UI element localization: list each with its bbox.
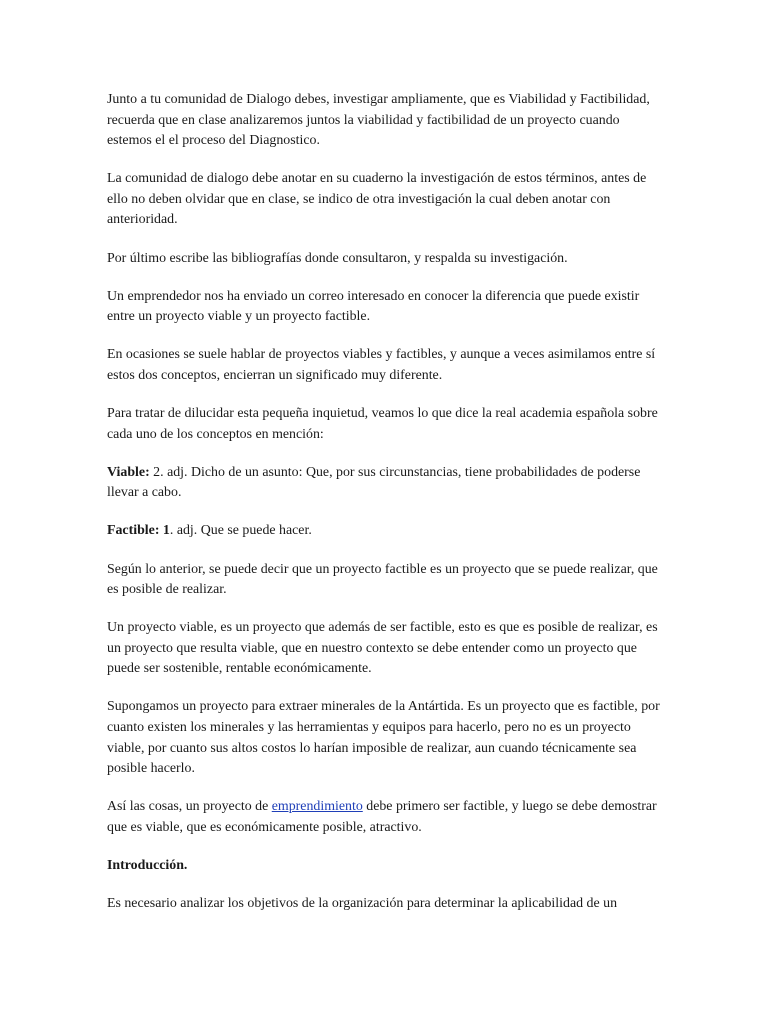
paragraph-notebook: La comunidad de dialogo debe anotar en su cuaderno la investigación de estos términos, antes de ello no deben olvidar que en clase, se indico de otra investigación la cual deben anotar con anterioridad. xyxy=(107,171,647,228)
definition-factible-text: . adj. Que se puede hacer. xyxy=(169,523,312,539)
definition-viable xyxy=(107,463,663,504)
section-heading-introduccion: Introducción. xyxy=(107,858,188,874)
document-page xyxy=(107,90,663,932)
emprendimiento-link[interactable]: emprendimiento xyxy=(271,799,363,815)
paragraph-antartida: Supongamos un proyecto para extraer minerales de la Antártida. Es un proyecto que es factible, por cuanto existen los minerales y las herramientas y equipos para hacerlo, pero no es un proyecto viable, por cuanto sus altos costos lo harían imposible de realizar, aun cuando técnicamente sea posible hacerlo. xyxy=(107,699,660,777)
definition-factible xyxy=(107,521,663,542)
paragraph-entrepreneur: Un emprendedor nos ha enviado un correo interesado en conocer la diferencia que puede existir entre un proyecto viable y un proyecto factible. xyxy=(107,288,640,325)
definition-viable-text: 2. adj. Dicho de un asunto: Que, por sus circunstancias, tiene probabilidades de poderse llevar a cabo. xyxy=(107,464,641,501)
paragraph-concepts: En ocasiones se suele hablar de proyectos viables y factibles, y aunque a veces asimilamos entre sí estos dos conceptos, encierran un significado muy diferente. xyxy=(107,347,656,383)
paragraph-intro: Junto a tu comunidad de Dialogo debes, investigar ampliamente, que es Viabilidad y Factibilidad, recuerda que en clase analizaremos juntos la viabilidad y factibilidad de un proyecto cuando estemos el el proceso del Diagnostico. xyxy=(107,92,650,149)
paragraph-last: Es necesario analizar los objetivos de la organización para determinar la aplicabilidad de un xyxy=(107,896,618,912)
link-paragraph-after: debe primero ser factible, y luego se debe demostrar que es viable, que es económicamente posible, atractivo. xyxy=(107,799,657,835)
link-paragraph-before: Así las cosas, un proyecto de xyxy=(107,799,272,815)
paragraph-viable: Un proyecto viable, es un proyecto que además de ser factible, esto es que es posible de realizar, es un proyecto que resulta viable, que en nuestro contexto se debe entender como un proyecto que puede ser sostenible, rentable económicamente. xyxy=(107,620,658,677)
paragraph-factible: Según lo anterior, se puede decir que un proyecto factible es un proyecto que se puede realizar, que es posible de realizar. xyxy=(107,561,658,598)
definition-factible-term: Factible: 1 xyxy=(107,523,170,539)
paragraph-bibliography: Por último escribe las bibliografías donde consultaron, y respalda su investigación. xyxy=(107,250,568,266)
paragraph-emprendimiento xyxy=(107,797,663,838)
paragraph-rae: Para tratar de dilucidar esta pequeña inquietud, veamos lo que dice la real academia española sobre cada uno de los conceptos en mención: xyxy=(107,406,658,442)
definition-viable-term: Viable: xyxy=(107,464,150,480)
